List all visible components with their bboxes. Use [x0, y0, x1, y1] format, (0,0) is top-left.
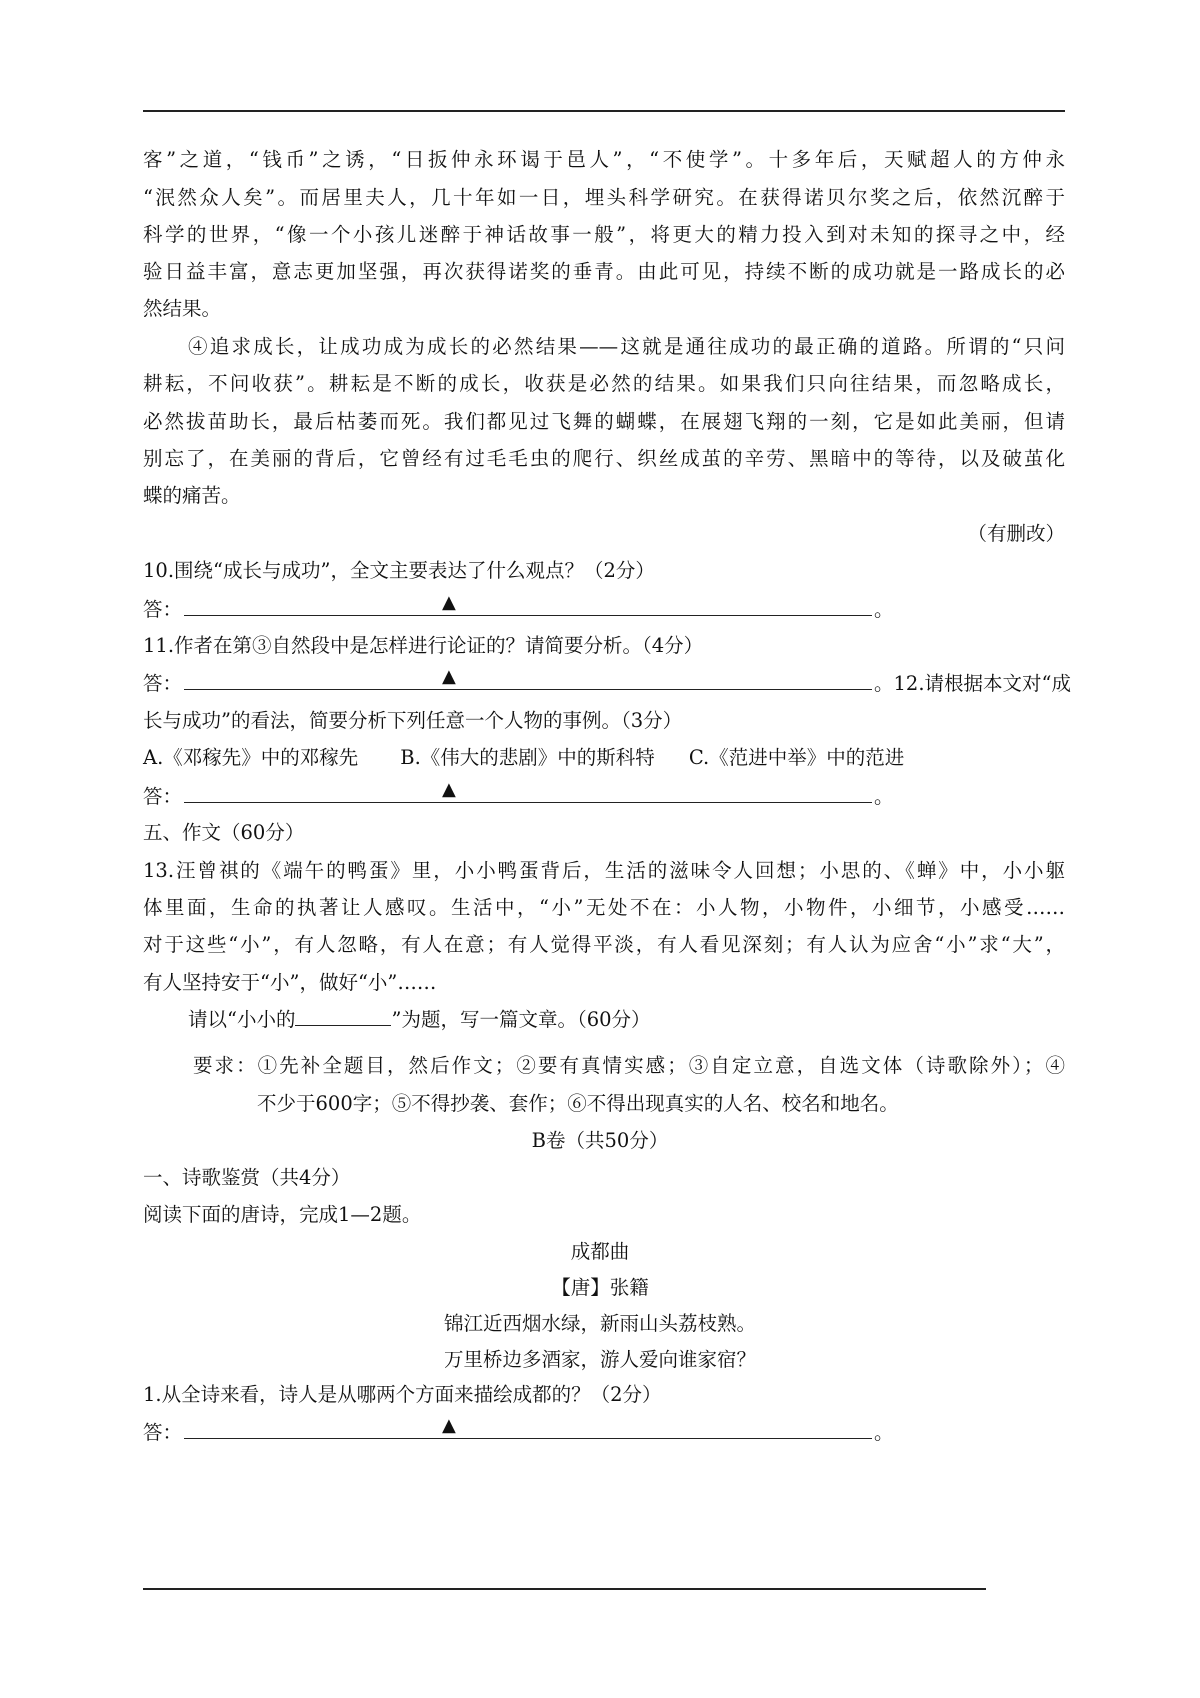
- option-c: C.《范进中举》中的范进: [688, 746, 905, 769]
- volume-b-heading: B卷（共50分）: [531, 1129, 669, 1152]
- option-a: A.《邓稼先》中的邓稼先: [143, 746, 359, 769]
- question-13-line: 体里面，生命的执著让人感叹。生活中，“小”无处不在：小人物，小物件，小细节，小感受……: [143, 896, 1065, 919]
- question-13-line: 13.汪曾祺的《端午的鸭蛋》里，小小鸭蛋背后，生活的滋味令人回想；小思的、《蝉》中，小小躯: [143, 859, 1065, 882]
- answer-blank[interactable]: [184, 666, 872, 690]
- question-11: 11.作者在第③自然段中是怎样进行论证的？请简要分析。（4分）: [143, 634, 704, 657]
- title-blank[interactable]: [295, 1007, 391, 1026]
- answer-line-11: 答： ▲ 。12.请根据本文对“成: [143, 669, 1071, 698]
- poem-line: 锦江近西烟水绿，新雨山头荔枝熟。: [443, 1312, 756, 1335]
- question-12: 长与成功”的看法，简要分析下列任意一个人物的事例。（3分）: [143, 709, 683, 732]
- paragraph-line: 别忘了，在美丽的背后，它曾经有过毛毛虫的爬行、织丝成茧的辛劳、黑暗中的等待，以及破茧化: [143, 447, 1065, 470]
- essay-requirements: 要求：①先补全题目，然后作文；②要有真情实感；③自定立意，自选文体（诗歌除外）；④: [193, 1054, 1065, 1077]
- poem-intro: 阅读下面的唐诗，完成1—2题。: [143, 1203, 422, 1226]
- paragraph-line: 蝶的痛苦。: [143, 484, 241, 507]
- paragraph-line: 验日益丰富，意志更加坚强，再次获得诺奖的垂青。由此可见，持续不断的成功就是一路成长的必: [143, 260, 1065, 283]
- footer-rule: [143, 1588, 986, 1590]
- triangle-icon: ▲: [442, 592, 456, 613]
- question-13-line: 对于这些“小”，有人忽略，有人在意；有人觉得平淡，有人看见深刻；有人认为应舍“小”求“大”，: [143, 933, 1065, 956]
- question-b1: 1.从全诗来看，诗人是从哪两个方面来描绘成都的？（2分）: [143, 1383, 662, 1406]
- essay-requirements: 不少于600字；⑤不得抄袭、套作；⑥不得出现真实的人名、校名和地名。: [257, 1092, 899, 1115]
- triangle-icon: ▲: [442, 779, 456, 800]
- answer-line-10: 答： ▲ 。: [143, 595, 894, 624]
- question-12-options: [143, 744, 1065, 772]
- paragraph-line: 客”之道，“钱币”之诱，“日扳仲永环谒于邑人”，“不使学”。十多年后，天赋超人的方仲永: [143, 148, 1065, 171]
- answer-line-12: 答： ▲ 。: [143, 782, 894, 811]
- answer-line-b1: 答： ▲ 。: [143, 1418, 894, 1447]
- question-12-start: 。12.请根据本文对“成: [874, 672, 1071, 695]
- header-rule: [143, 110, 1065, 112]
- paragraph-line: 必然拔苗助长，最后枯萎而死。我们都见过飞舞的蝴蝶，在展翅飞翔的一刻，它是如此美丽，但请: [143, 410, 1065, 433]
- source-note: （有删改）: [967, 522, 1065, 545]
- paragraph-line: 耕耘，不问收获”。耕耘是不断的成长，收获是必然的结果。如果我们只向往结果，而忽略成长，: [143, 372, 1065, 395]
- answer-blank[interactable]: [184, 1415, 872, 1439]
- section-heading: 五、作文（60分）: [143, 821, 305, 844]
- triangle-icon: ▲: [442, 1415, 456, 1436]
- paragraph-line: “泯然众人矣”。而居里夫人，几十年如一日，埋头科学研究。在获得诺贝尔奖之后，依然沉醉于: [143, 186, 1065, 209]
- poem-author: 【唐】张籍: [551, 1276, 649, 1299]
- question-10: 10.围绕“成长与成功”，全文主要表达了什么观点？（2分）: [143, 559, 655, 582]
- section-heading: 一、诗歌鉴赏（共4分）: [143, 1166, 351, 1189]
- poem-title: 成都曲: [570, 1240, 630, 1263]
- answer-blank[interactable]: [184, 779, 872, 803]
- paragraph-line: ④追求成长，让成功成为成长的必然结果——这就是通往成功的最正确的道路。所谓的“只问: [188, 335, 1065, 358]
- essay-prompt: 请以“小小的 ”为题，写一篇文章。（60分）: [188, 1008, 651, 1031]
- question-13-line: 有人坚持安于“小”，做好“小”……: [143, 971, 437, 994]
- triangle-icon: ▲: [442, 666, 456, 687]
- option-b: B.《伟大的悲剧》中的斯科特: [400, 746, 655, 769]
- answer-blank[interactable]: [184, 592, 872, 616]
- paragraph-line: 科学的世界，“像一个小孩儿迷醉于神话故事一般”，将更大的精力投入到对未知的探寻之中，经: [143, 223, 1065, 246]
- paragraph-line: 然结果。: [143, 297, 222, 320]
- poem-line: 万里桥边多酒家，游人爱向谁家宿？: [443, 1348, 756, 1371]
